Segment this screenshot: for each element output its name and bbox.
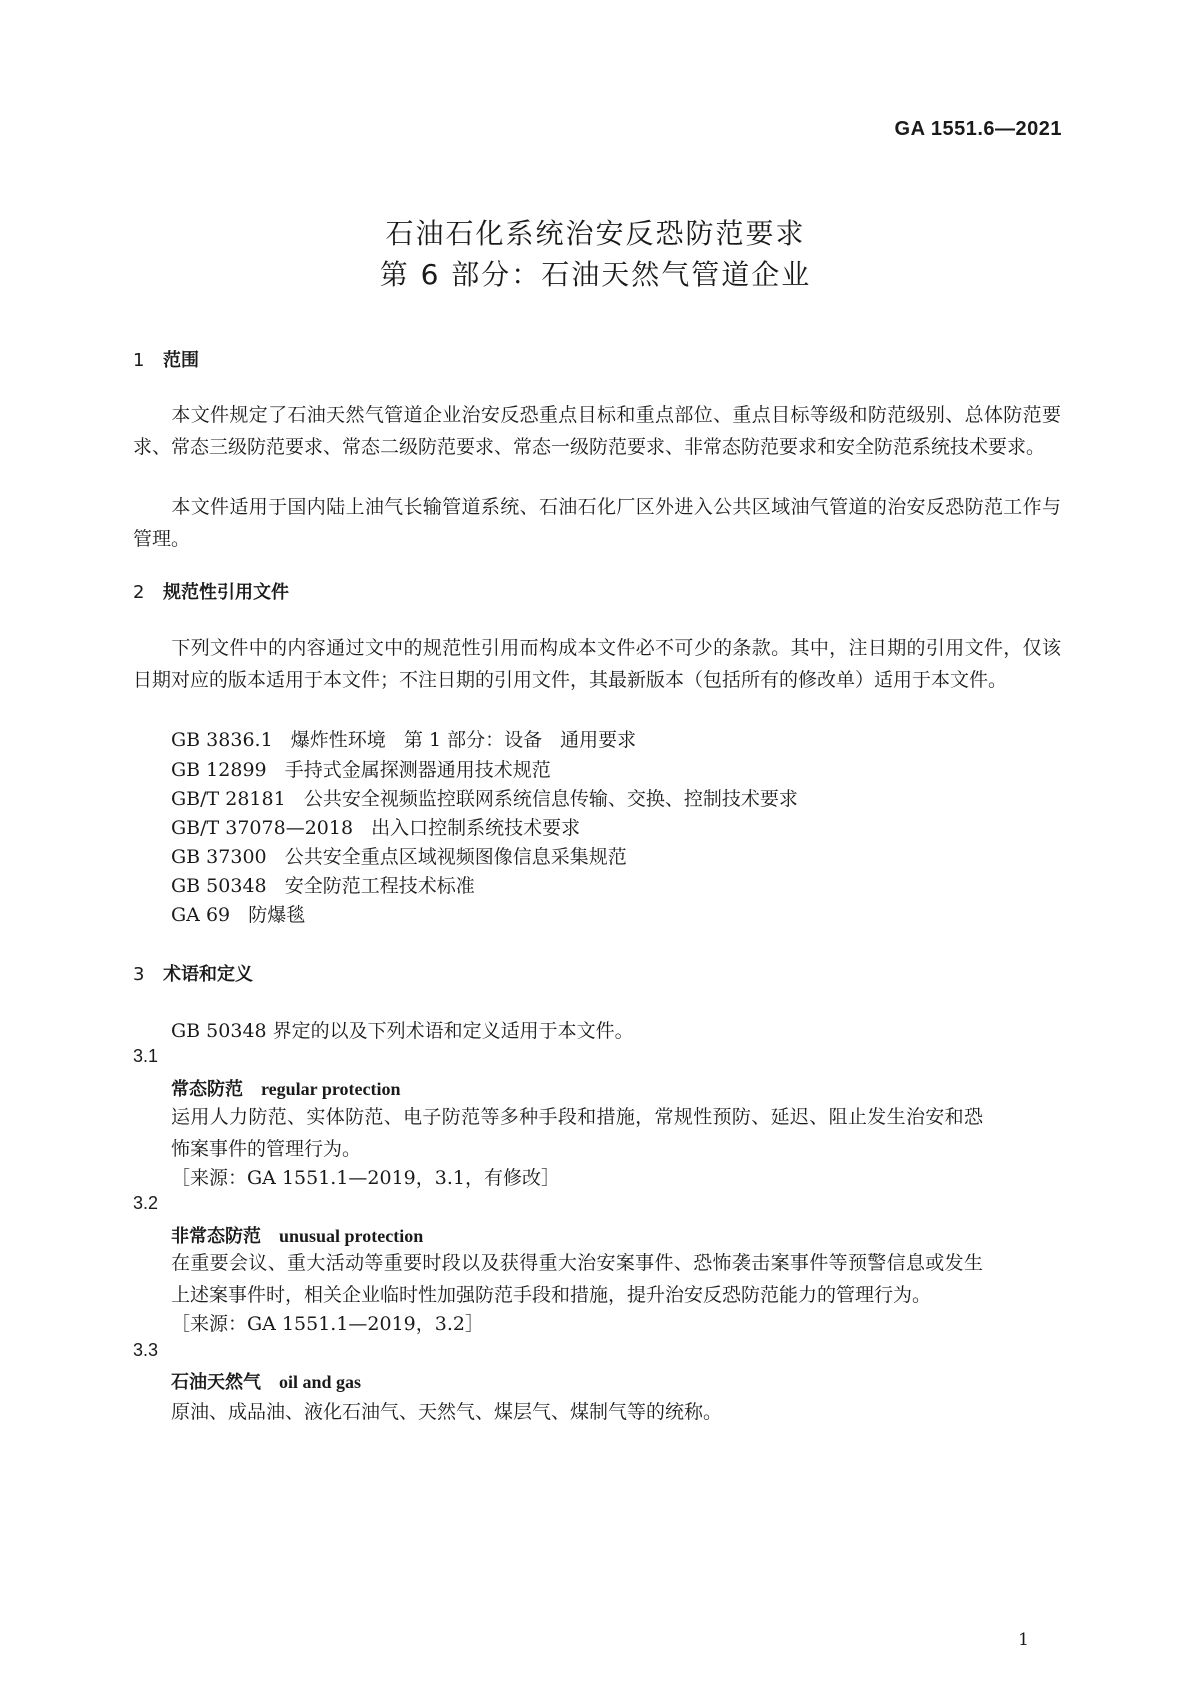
term-name-en: unusual protection (279, 1226, 424, 1246)
section-1-paragraph-2: 本文件适用于国内陆上油气长输管道系统、石油石化厂区外进入公共区域油气管道的治安反恐防范工作与管理。 (133, 496, 1061, 550)
document-title: 石油石化系统治安反恐防范要求 (385, 217, 806, 250)
section-title: 范围 (163, 350, 199, 371)
term-name-en: regular protection (261, 1079, 401, 1099)
term-source: ［来源：GA 1551.1—2019，3.2］ (171, 1313, 484, 1335)
term-source: ［来源：GA 1551.1—2019，3.1，有修改］ (171, 1167, 560, 1189)
reference-item: GB 12899 手持式金属探测器通用技术规范 (171, 759, 551, 781)
term-number: 3.3 (133, 1340, 159, 1360)
reference-item: GB/T 37078—2018 出入口控制系统技术要求 (171, 817, 581, 839)
term-name (171, 1075, 400, 1101)
term-name-en: oil and gas (279, 1372, 362, 1392)
term-name-cn: 石油天然气 (171, 1372, 261, 1393)
term-name-cn: 非常态防范 (171, 1226, 261, 1247)
section-1-paragraph-1: 本文件规定了石油天然气管道企业治安反恐重点目标和重点部位、重点目标等级和防范级别、总体防范要求、常态三级防范要求、常态二级防范要求、常态一级防范要求、非常态防范要求和安全防范系统技术要求。 (133, 404, 1061, 458)
reference-item: GB 3836.1 爆炸性环境 第 1 部分：设备 通用要求 (171, 729, 637, 751)
term-name (171, 1368, 361, 1394)
reference-item: GB 37300 公共安全重点区域视频图像信息采集规范 (171, 846, 627, 868)
section-number: 2 (133, 582, 145, 603)
section-3-intro: GB 50348 界定的以及下列术语和定义适用于本文件。 (171, 1020, 634, 1042)
term-definition: 在重要会议、重大活动等重要时段以及获得重大治安案事件、恐怖袭击案事件等预警信息或发生上述案事件时，相关企业临时性加强防范手段和措施，提升治安反恐防范能力的管理行为。 (171, 1252, 983, 1306)
section-2-heading (133, 578, 289, 604)
page-number: 1 (1018, 1630, 1029, 1650)
section-3-heading (133, 960, 253, 986)
section-number: 3 (133, 964, 145, 985)
section-1-heading (133, 346, 199, 372)
document-number: GA 1551.6—2021 (894, 118, 1062, 140)
term-definition: 原油、成品油、液化石油气、天然气、煤层气、煤制气等的统称。 (171, 1401, 723, 1423)
section-title: 规范性引用文件 (163, 582, 289, 603)
reference-item: GB/T 28181 公共安全视频监控联网系统信息传输、交换、控制技术要求 (171, 788, 798, 810)
section-number: 1 (133, 350, 145, 371)
term-name (171, 1222, 423, 1248)
document-subtitle: 第 6 部分：石油天然气管道企业 (379, 258, 812, 291)
reference-item: GA 69 防爆毯 (171, 904, 306, 926)
section-title: 术语和定义 (163, 964, 253, 985)
term-number: 3.1 (133, 1046, 159, 1066)
reference-item: GB 50348 安全防范工程技术标准 (171, 875, 475, 897)
term-number: 3.2 (133, 1193, 159, 1213)
term-definition: 运用人力防范、实体防范、电子防范等多种手段和措施，常规性预防、延迟、阻止发生治安和恐怖案事件的管理行为。 (171, 1106, 983, 1160)
term-name-cn: 常态防范 (171, 1079, 243, 1100)
section-2-intro: 下列文件中的内容通过文中的规范性引用而构成本文件必不可少的条款。其中，注日期的引用文件，仅该日期对应的版本适用于本文件；不注日期的引用文件，其最新版本（包括所有的修改单）适用于本文件。 (133, 637, 1061, 691)
